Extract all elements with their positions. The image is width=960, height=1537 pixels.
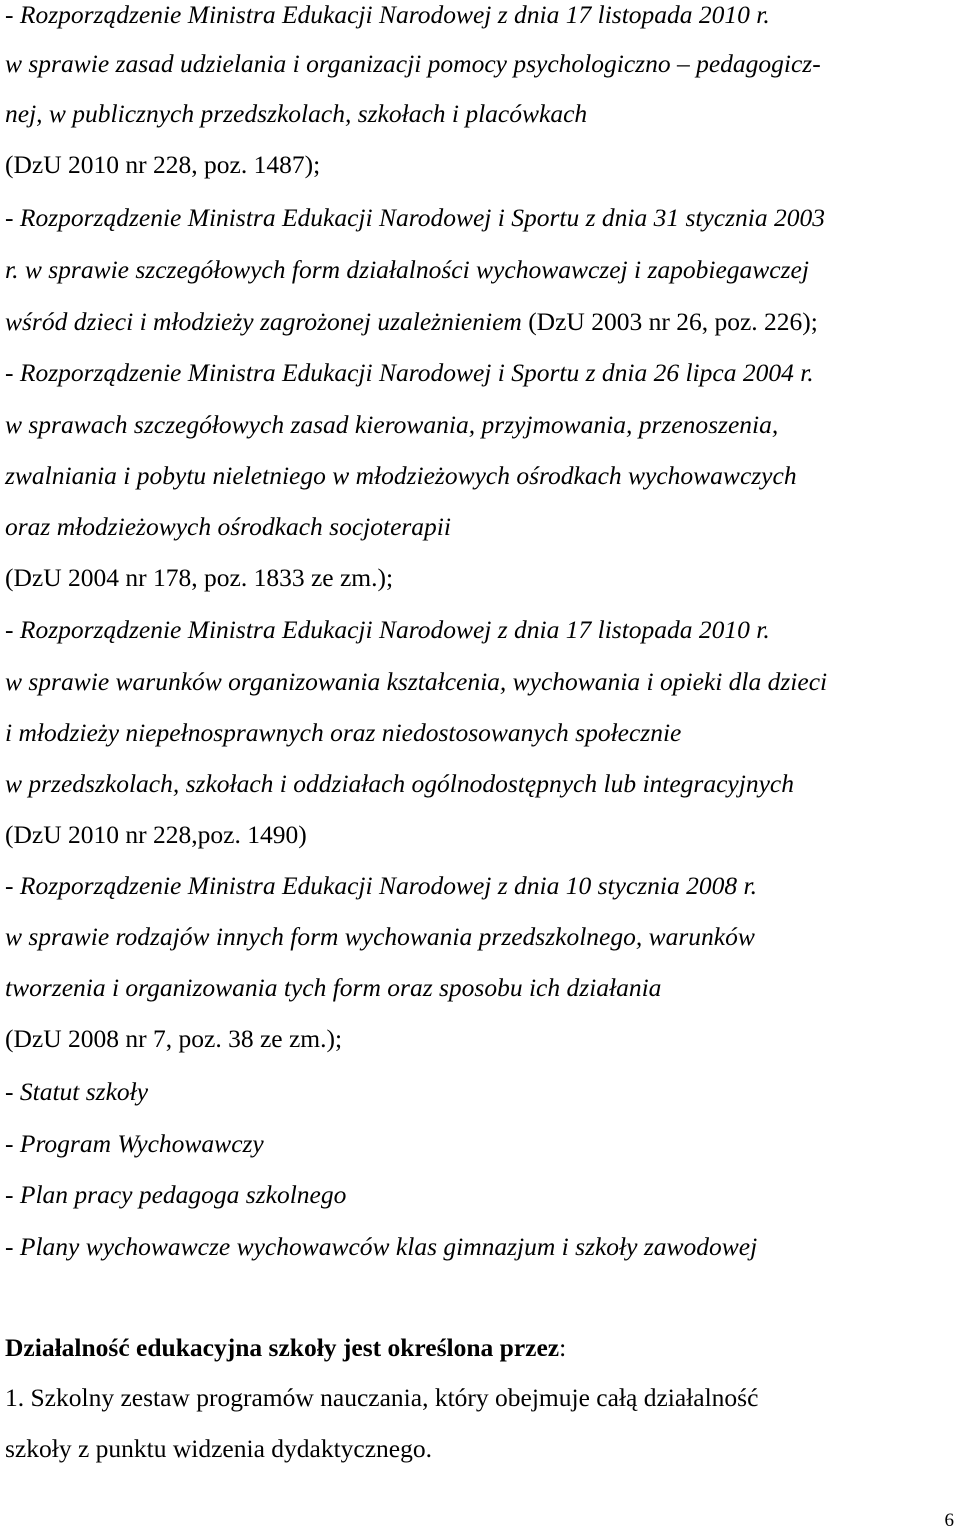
regulation-5-line-2: w sprawie rodzajów innych form wychowania przedszkolnego, warunków xyxy=(5,922,755,951)
regulation-5-citation: (DzU 2008 nr 7, poz. 38 ze zm.); xyxy=(5,1024,343,1053)
regulation-4-line-2: w sprawie warunków organizowania kształcenia, wychowania i opieki dla dzieci xyxy=(5,667,828,696)
regulation-2-line-2: r. w sprawie szczegółowych form działalności wychowawczej i zapobiegawczej xyxy=(5,255,809,284)
regulation-2-line-3-title: wśród dzieci i młodzieży zagrożonej uzależnieniem xyxy=(5,307,529,336)
regulation-4-line-3: i młodzieży niepełnosprawnych oraz niedostosowanych społecznie xyxy=(5,718,682,747)
regulation-3-line-3: zwalniania i pobytu nieletniego w młodzieżowych ośrodkach wychowawczych xyxy=(5,461,797,490)
list-item-statut: - Statut szkoły xyxy=(5,1077,149,1106)
regulation-2-citation: (DzU 2003 nr 26, poz. 226); xyxy=(528,307,818,336)
point-1-line-2: szkoły z punktu widzenia dydaktycznego. xyxy=(5,1434,433,1463)
regulation-5-line-1: - Rozporządzenie Ministra Edukacji Narodowej z dnia 10 stycznia 2008 r. xyxy=(5,871,757,900)
section-heading xyxy=(5,1333,566,1363)
regulation-1-line-2: w sprawie zasad udzielania i organizacji pomocy psychologiczno – pedagogicz- xyxy=(5,49,821,78)
list-item-plan-pracy: - Plan pracy pedagoga szkolnego xyxy=(5,1180,347,1209)
regulation-3-line-4: oraz młodzieżowych ośrodkach socjoterapii xyxy=(5,512,451,541)
regulation-1-citation: (DzU 2010 nr 228, poz. 1487); xyxy=(5,150,321,179)
section-heading-text: Działalność edukacyjna szkoły jest określona przez xyxy=(5,1333,560,1362)
page-number: 6 xyxy=(944,1510,954,1531)
regulation-3-line-2: w sprawach szczegółowych zasad kierowania, przyjmowania, przenoszenia, xyxy=(5,410,779,439)
regulation-3-line-1: - Rozporządzenie Ministra Edukacji Narodowej i Sportu z dnia 26 lipca 2004 r. xyxy=(5,358,814,387)
regulation-4-line-4: w przedszkolach, szkołach i oddziałach ogólnodostępnych lub integracyjnych xyxy=(5,769,794,798)
regulation-1-line-1: - Rozporządzenie Ministra Edukacji Narodowej z dnia 17 listopada 2010 r. xyxy=(5,0,770,29)
section-heading-colon: : xyxy=(559,1333,567,1362)
regulation-3-citation: (DzU 2004 nr 178, poz. 1833 ze zm.); xyxy=(5,563,394,592)
list-item-program: - Program Wychowawczy xyxy=(5,1129,264,1158)
list-item-plany-wychowawcze: - Plany wychowawcze wychowawców klas gimnazjum i szkoły zawodowej xyxy=(5,1232,758,1261)
regulation-2-line-1: - Rozporządzenie Ministra Edukacji Narodowej i Sportu z dnia 31 stycznia 2003 xyxy=(5,203,825,232)
point-1-line-1: 1. Szkolny zestaw programów nauczania, który obejmuje całą działalność xyxy=(5,1383,759,1412)
regulation-5-line-3: tworzenia i organizowania tych form oraz sposobu ich działania xyxy=(5,973,662,1002)
regulation-2-line-3 xyxy=(5,307,818,337)
regulation-4-line-1: - Rozporządzenie Ministra Edukacji Narodowej z dnia 17 listopada 2010 r. xyxy=(5,615,770,644)
regulation-1-line-3: nej, w publicznych przedszkolach, szkołach i placówkach xyxy=(5,99,588,128)
regulation-4-citation: (DzU 2010 nr 228,poz. 1490) xyxy=(5,820,307,849)
